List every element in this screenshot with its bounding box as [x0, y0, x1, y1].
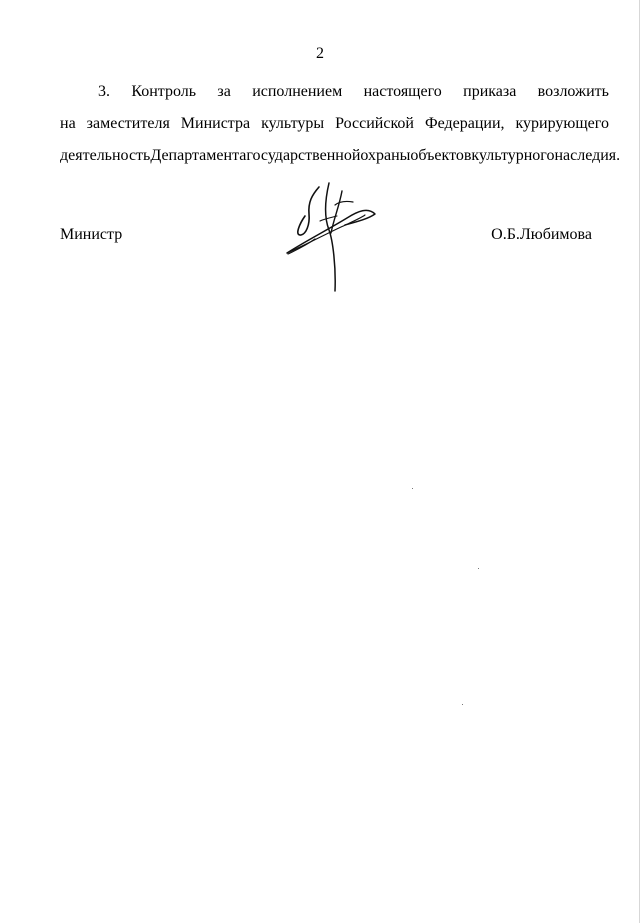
paragraph-word: приказа — [463, 83, 517, 100]
signer-title: Министр — [60, 226, 123, 243]
paragraph-word: Контроль — [131, 83, 197, 100]
paragraph-word: возложить — [537, 83, 609, 100]
paragraph-word: деятельность — [60, 147, 151, 164]
paragraph-word: Департамента — [150, 147, 247, 164]
control-paragraph — [60, 82, 621, 178]
scan-speck — [412, 488, 413, 489]
paragraph-word: 3. — [98, 83, 110, 100]
paragraph-line-2 — [60, 114, 609, 134]
paragraph-word: заместителя — [86, 115, 170, 132]
paragraph-word: настоящего — [363, 83, 442, 100]
paragraph-word: Федерации, — [424, 115, 505, 132]
paragraph-word: государственной — [246, 147, 361, 164]
paragraph-line-1 — [60, 82, 609, 102]
paragraph-word: охраны — [360, 147, 411, 164]
scan-speck — [462, 704, 463, 705]
paragraph-word: объектов — [410, 147, 472, 164]
paragraph-line-3 — [60, 146, 621, 166]
page-number: 2 — [316, 45, 324, 62]
paragraph-word: на — [60, 115, 76, 132]
paragraph-word: культуры — [261, 115, 325, 132]
paragraph-word: наследия. — [554, 147, 621, 164]
paragraph-word: культурного — [471, 147, 555, 164]
handwritten-signature-icon — [284, 180, 380, 294]
paragraph-word: за — [217, 83, 231, 100]
paragraph-word: исполнением — [252, 83, 343, 100]
signer-name: О.Б.Любимова — [491, 226, 592, 243]
paragraph-word: Российской — [335, 115, 414, 132]
scan-speck — [478, 568, 479, 569]
paragraph-word: курирующего — [515, 115, 609, 132]
paragraph-word: Министра — [180, 115, 251, 132]
